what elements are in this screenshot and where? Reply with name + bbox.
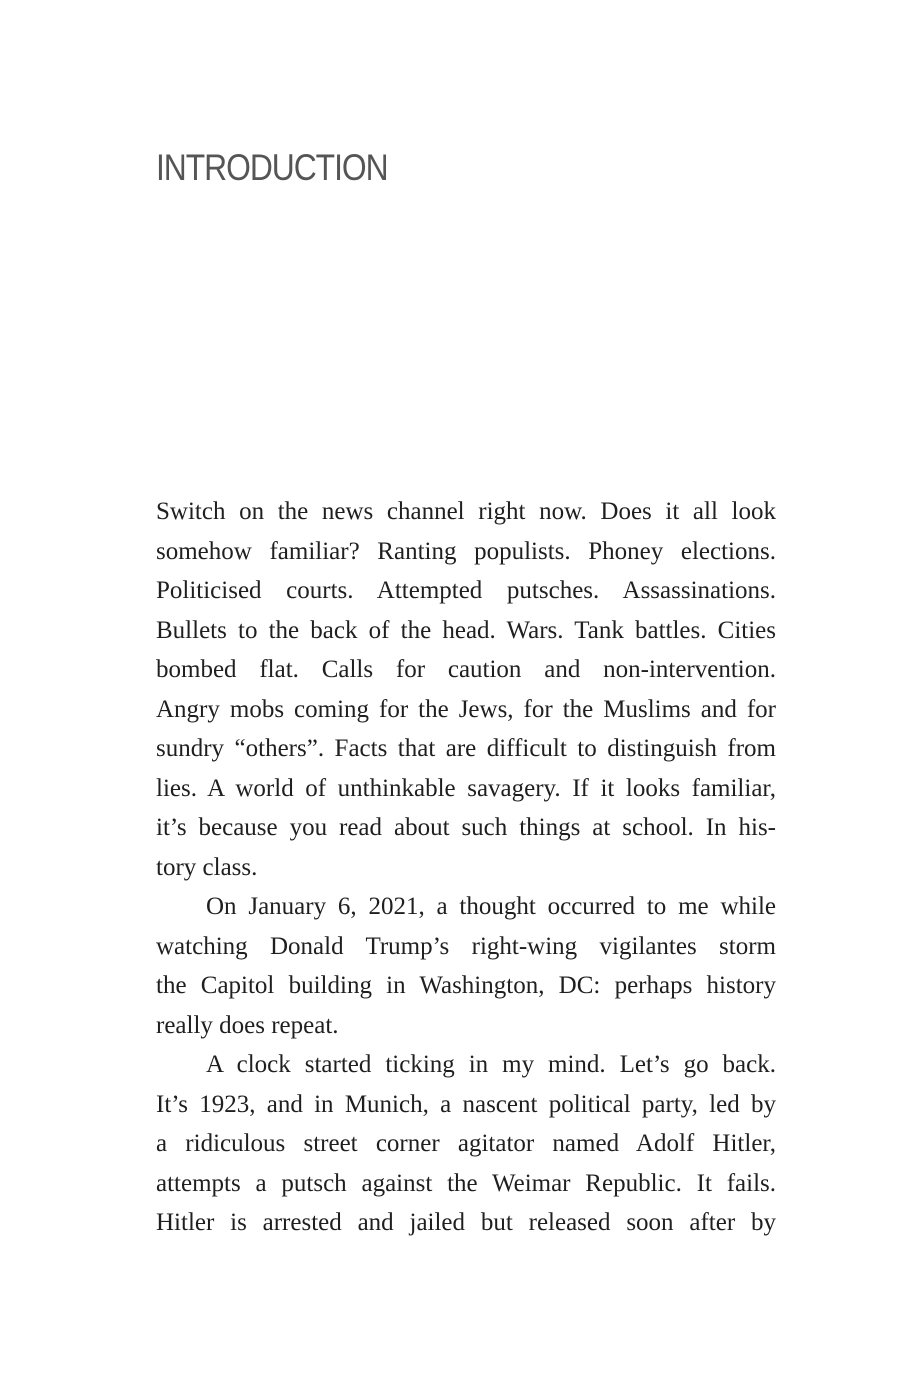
text-line: sundry “others”. Facts that are difficult to distinguish from [156,735,776,762]
text-line: Angry mobs coming for the Jews, for the Muslims and for [156,695,776,723]
text-line: watching Donald Trump’s right-wing vigilantes storm [156,932,776,960]
text-line: really does repeat. [156,1011,339,1039]
text-line: Hitler is arrested and jailed but released soon after by [156,1209,776,1236]
text-line: Bullets to the back of the head. Wars. Tank battles. Cities [156,616,776,644]
text-line: a ridiculous street corner agitator named Adolf Hitler, [156,1130,776,1157]
paragraph [156,887,776,1045]
text-line: bombed flat. Calls for caution and non-intervention. [156,656,776,683]
text-line: attempts a putsch against the Weimar Republic. It fails. [156,1169,776,1197]
text-line: Switch on the news channel right now. Does it all look [156,498,776,525]
paragraph [156,1045,776,1243]
text-line: tory class. [156,853,258,881]
text-line: lies. A world of unthinkable savagery. If it looks familiar, [156,774,776,802]
paragraph [156,492,776,887]
text-line: somehow familiar? Ranting populists. Phoney elections. [156,537,776,565]
text-line: the Capitol building in Washington, DC: perhaps history [156,972,776,999]
text-line: A clock started ticking in my mind. Let’s go back. [206,1051,776,1078]
text-line: It’s 1923, and in Munich, a nascent political party, led by [156,1090,776,1118]
body-text [156,492,776,1243]
text-line: it’s because you read about such things at school. In his- [156,814,776,841]
chapter-title: INTRODUCTION [156,147,388,188]
text-line: Politicised courts. Attempted putsches. Assassinations. [156,577,776,604]
text-line: On January 6, 2021, a thought occurred to me while [206,893,776,920]
